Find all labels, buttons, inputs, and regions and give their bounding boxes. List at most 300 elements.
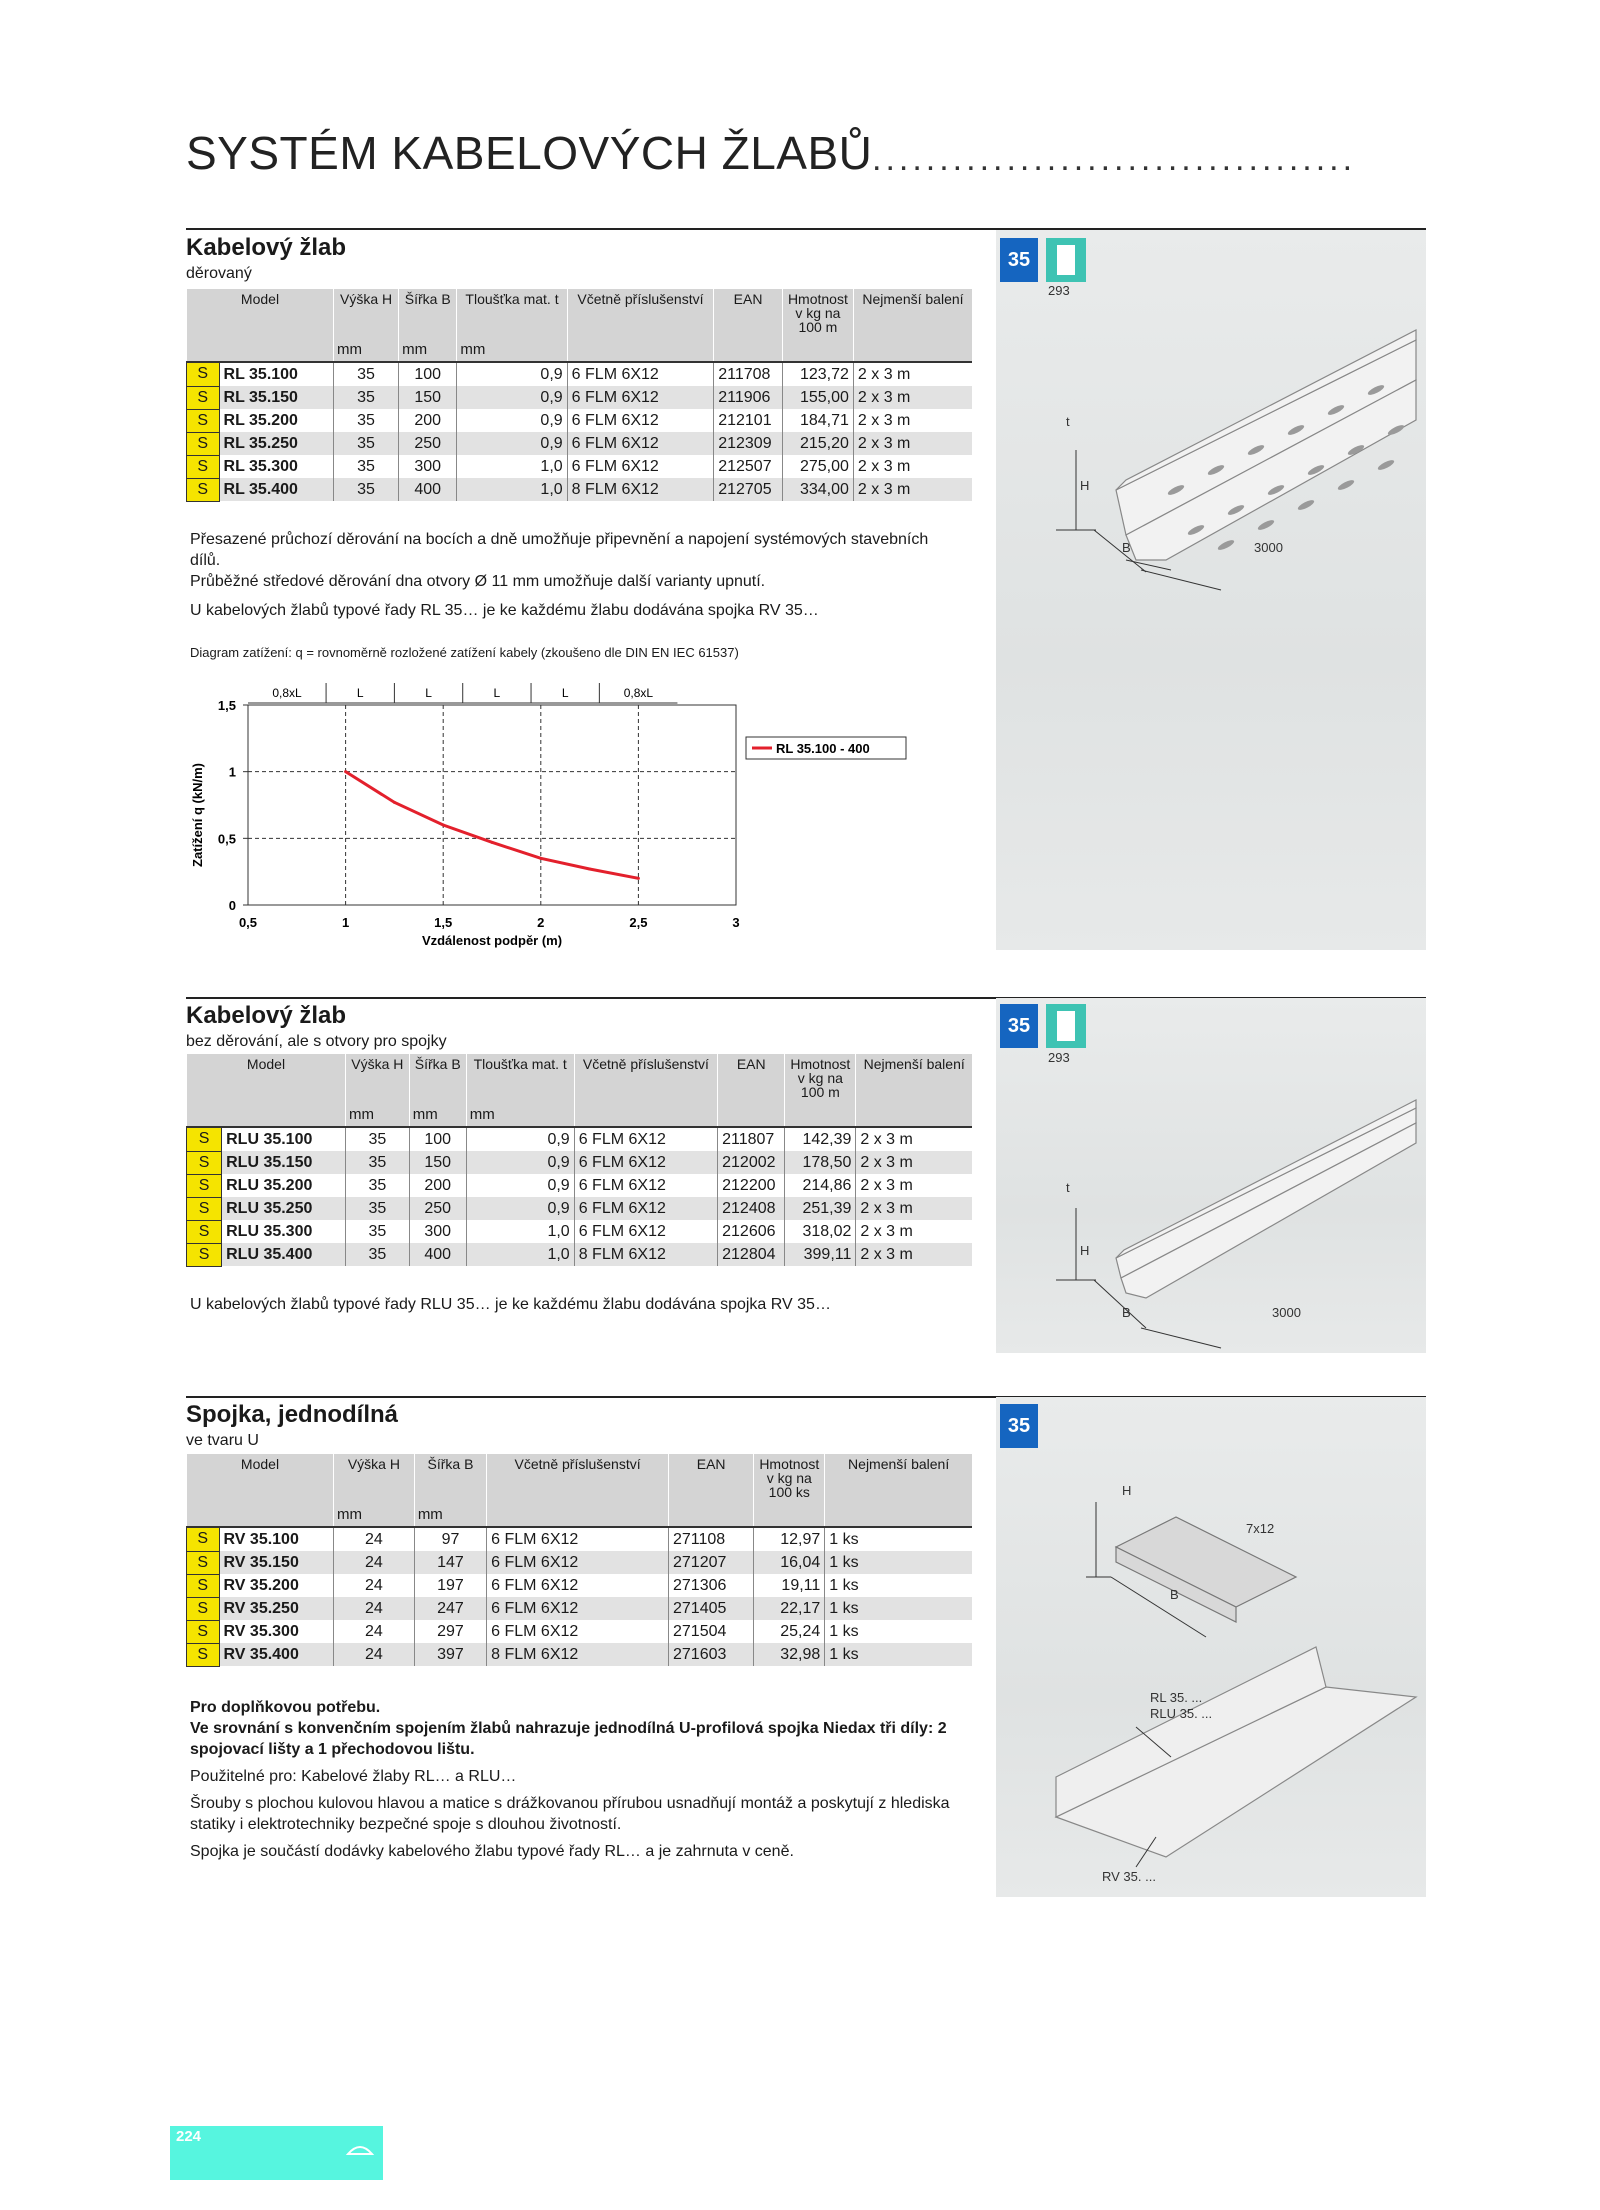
cell-acc: 6 FLM 6X12 xyxy=(574,1174,717,1197)
cell-model: RV 35.300 xyxy=(219,1620,333,1643)
cell-h: 24 xyxy=(334,1597,415,1620)
y-tick-label: 1 xyxy=(228,764,236,780)
cell-t: 0,9 xyxy=(466,1151,574,1174)
dim-h-label: H xyxy=(1080,1243,1090,1258)
section-text xyxy=(190,1697,970,1868)
cell-s: S xyxy=(187,1151,222,1174)
col-header: Šířka B xyxy=(409,1054,466,1102)
cell-h: 35 xyxy=(334,432,399,455)
image-code: 293 xyxy=(1048,283,1070,298)
cell-mass: 22,17 xyxy=(754,1597,825,1620)
cell-b: 300 xyxy=(409,1220,466,1243)
cell-h: 35 xyxy=(334,409,399,432)
cell-model: RV 35.400 xyxy=(219,1643,333,1666)
cell-acc: 6 FLM 6X12 xyxy=(487,1620,669,1643)
data-point xyxy=(344,770,347,773)
title-dots: .................................... xyxy=(872,140,1357,178)
dim-length-label: 3000 xyxy=(1254,540,1283,555)
cell-mass: 184,71 xyxy=(782,409,853,432)
cell-h: 35 xyxy=(346,1151,410,1174)
col-header: Nejmenší balení xyxy=(825,1454,972,1502)
table-row xyxy=(187,478,973,501)
data-point xyxy=(491,841,494,844)
cell-model: RLU 35.200 xyxy=(222,1174,346,1197)
unit-cell: mm xyxy=(409,1102,466,1127)
col-header: Nejmenší balení xyxy=(856,1054,972,1102)
cell-mass: 318,02 xyxy=(785,1220,856,1243)
support-label: 0,8xL xyxy=(272,686,302,700)
col-header: Šířka B xyxy=(414,1454,486,1502)
text-paragraph: U kabelových žlabů typové řady RLU 35… je ke každému žlabu dodávána spojka RV 35… xyxy=(190,1296,831,1313)
cell-b: 150 xyxy=(409,1151,466,1174)
unit-cell xyxy=(567,337,714,362)
table-row xyxy=(187,1220,973,1243)
section-subtitle: děrovaný xyxy=(186,265,252,282)
unit-cell xyxy=(856,1102,972,1127)
cell-s: S xyxy=(187,1620,220,1643)
cell-pack: 2 x 3 m xyxy=(856,1174,972,1197)
product-image-panel xyxy=(996,1397,1426,1897)
unit-cell xyxy=(714,337,783,362)
legend-label: RL 35.100 - 400 xyxy=(776,741,870,756)
col-header: Výška H xyxy=(334,289,399,337)
badge-label: 35 xyxy=(1007,1014,1031,1037)
cell-ean: 212101 xyxy=(714,409,783,432)
cell-t: 1,0 xyxy=(466,1243,574,1266)
col-header: Včetně příslušenství xyxy=(487,1454,669,1502)
col-header: Hmotnost v kg na 100 m xyxy=(782,289,853,337)
product-table xyxy=(186,1454,972,1667)
cell-ean: 271405 xyxy=(669,1597,754,1620)
col-header: EAN xyxy=(669,1454,754,1502)
y-axis-title: Zatížení q (kN/m) xyxy=(190,762,205,868)
cell-model: RL 35.250 xyxy=(219,432,333,455)
unit-cell: mm xyxy=(457,337,567,362)
unit-cell: mm xyxy=(334,1502,415,1527)
text-paragraph: Spojka je součástí dodávky kabelového žlabu typové řady RL… a je zahrnuta v ceně. xyxy=(190,1843,794,1860)
cell-ean: 211906 xyxy=(714,386,783,409)
cell-acc: 6 FLM 6X12 xyxy=(574,1197,717,1220)
cell-b: 247 xyxy=(414,1597,486,1620)
support-label: L xyxy=(425,686,432,700)
table-row xyxy=(187,1597,973,1620)
cell-acc: 6 FLM 6X12 xyxy=(487,1551,669,1574)
table-row xyxy=(187,432,973,455)
dim-t-label: t xyxy=(1066,1180,1070,1195)
cell-s: S xyxy=(187,1243,222,1266)
cell-pack: 2 x 3 m xyxy=(853,362,972,386)
section-subtitle: ve tvaru U xyxy=(186,1432,259,1449)
cell-s: S xyxy=(187,1220,222,1243)
col-header: Hmotnost v kg na 100 ks xyxy=(754,1454,825,1502)
cell-acc: 6 FLM 6X12 xyxy=(567,455,714,478)
cell-pack: 2 x 3 m xyxy=(856,1151,972,1174)
x-tick-label: 1,5 xyxy=(434,915,453,930)
cell-b: 100 xyxy=(409,1127,466,1151)
data-point xyxy=(393,801,396,804)
text-paragraph: Použitelné pro: Kabelové žlaby RL… a RLU… xyxy=(190,1768,517,1785)
table-row xyxy=(187,362,973,386)
height-35-badge xyxy=(1000,1404,1038,1448)
table-row xyxy=(187,1527,973,1551)
cell-h: 35 xyxy=(346,1243,410,1266)
text-paragraph: Přesazené průchozí děrování na bocích a dně umožňuje připevnění a napojení systémových stavebních dílů. xyxy=(190,531,929,569)
unit-cell xyxy=(574,1102,717,1127)
dim-t-label: t xyxy=(1066,414,1070,429)
x-tick-label: 2,5 xyxy=(629,915,648,930)
cell-s: S xyxy=(187,409,220,432)
cell-mass: 275,00 xyxy=(782,455,853,478)
col-header: Výška H xyxy=(346,1054,410,1102)
col-header: Model xyxy=(187,289,334,337)
height-35-badge xyxy=(1000,238,1038,282)
dim-h-label: H xyxy=(1080,478,1090,493)
dim-length-label: 3000 xyxy=(1272,1305,1301,1320)
table-row xyxy=(187,386,973,409)
text-paragraph: Šrouby s plochou kulovou hlavou a matice s drážkovanou přírubou usnadňují montáž a poskytují z hlediska statiky i elektrotechniky bezpečné spoje s dlouhou životností. xyxy=(190,1795,950,1833)
table-row xyxy=(187,1174,973,1197)
cell-s: S xyxy=(187,478,220,501)
cell-pack: 1 ks xyxy=(825,1643,972,1666)
cell-model: RLU 35.100 xyxy=(222,1127,346,1151)
cell-b: 400 xyxy=(399,478,457,501)
cell-pack: 1 ks xyxy=(825,1527,972,1551)
data-point xyxy=(442,824,445,827)
cell-mass: 178,50 xyxy=(785,1151,856,1174)
badge-label: 35 xyxy=(1007,248,1031,271)
cell-ean: 212309 xyxy=(714,432,783,455)
col-header: Tloušťka mat. t xyxy=(466,1054,574,1102)
rv-label: RV 35. ... xyxy=(1102,1869,1156,1884)
cell-ean: 212200 xyxy=(718,1174,785,1197)
table-row xyxy=(187,1620,973,1643)
cell-b: 250 xyxy=(399,432,457,455)
cell-b: 197 xyxy=(414,1574,486,1597)
cell-pack: 1 ks xyxy=(825,1597,972,1620)
cell-b: 397 xyxy=(414,1643,486,1666)
dim-b-label: B xyxy=(1122,1305,1131,1320)
cell-t: 1,0 xyxy=(457,478,567,501)
support-label: L xyxy=(561,686,569,700)
tray-logo-icon xyxy=(344,2136,376,2160)
cell-model: RV 35.100 xyxy=(219,1527,333,1551)
cell-acc: 8 FLM 6X12 xyxy=(567,478,714,501)
cell-ean: 211807 xyxy=(718,1127,785,1151)
cell-mass: 123,72 xyxy=(782,362,853,386)
text-paragraph: Průběžné středové děrování dna otvory Ø 11 mm umožňuje další varianty upnutí. xyxy=(190,573,766,590)
page-number: 224 xyxy=(176,2128,202,2145)
cell-mass: 251,39 xyxy=(785,1197,856,1220)
x-tick-label: 1 xyxy=(341,915,350,930)
cell-model: RLU 35.400 xyxy=(222,1243,346,1266)
unit-cell xyxy=(782,337,853,362)
cell-model: RL 35.300 xyxy=(219,455,333,478)
support-label: 0,8xL xyxy=(623,686,654,700)
table-row xyxy=(187,1643,973,1666)
cell-b: 100 xyxy=(399,362,457,386)
col-header: Výška H xyxy=(334,1454,415,1502)
col-header: Nejmenší balení xyxy=(853,289,972,337)
coupler-drawing xyxy=(996,1397,1426,1897)
cell-ean: 212507 xyxy=(714,455,783,478)
cell-ean: 271603 xyxy=(669,1643,754,1666)
rlu-label: RLU 35. ... xyxy=(1150,1706,1213,1721)
table-row xyxy=(187,1574,973,1597)
support-label: L xyxy=(356,686,364,700)
section-title: Kabelový žlab xyxy=(186,234,347,261)
cell-acc: 6 FLM 6X12 xyxy=(574,1220,717,1243)
cell-acc: 6 FLM 6X12 xyxy=(487,1597,669,1620)
col-header: Hmotnost v kg na 100 m xyxy=(785,1054,856,1102)
x-tick-label: 0,5 xyxy=(238,915,258,930)
cell-h: 35 xyxy=(334,478,399,501)
cell-model: RL 35.400 xyxy=(219,478,333,501)
cell-mass: 142,39 xyxy=(785,1127,856,1151)
cell-h: 35 xyxy=(334,362,399,386)
cell-h: 35 xyxy=(346,1174,410,1197)
table-row xyxy=(187,455,973,478)
table-row xyxy=(187,1197,973,1220)
cell-h: 24 xyxy=(334,1527,415,1551)
cell-pack: 2 x 3 m xyxy=(853,432,972,455)
data-point xyxy=(539,857,542,860)
cell-b: 300 xyxy=(399,455,457,478)
cell-ean: 271108 xyxy=(669,1527,754,1551)
x-tick-label: 3 xyxy=(732,915,740,930)
data-point xyxy=(588,868,591,871)
cell-t: 0,9 xyxy=(457,432,567,455)
cell-s: S xyxy=(187,1127,222,1151)
cell-model: RV 35.250 xyxy=(219,1597,333,1620)
dim-b-label: B xyxy=(1122,540,1131,555)
info-icon[interactable] xyxy=(1046,1004,1086,1048)
cell-pack: 2 x 3 m xyxy=(853,478,972,501)
unit-cell xyxy=(187,1502,334,1527)
image-code: 293 xyxy=(1048,1050,1070,1065)
cell-s: S xyxy=(187,386,220,409)
cell-h: 24 xyxy=(334,1574,415,1597)
cell-b: 147 xyxy=(414,1551,486,1574)
unit-cell: mm xyxy=(414,1502,486,1527)
cell-b: 297 xyxy=(414,1620,486,1643)
col-header: EAN xyxy=(714,289,783,337)
cell-model: RLU 35.250 xyxy=(222,1197,346,1220)
dim-holes-label: 7x12 xyxy=(1246,1521,1275,1536)
data-point xyxy=(637,877,640,880)
text-paragraph-bold: Pro doplňkovou potřebu. xyxy=(190,1699,381,1716)
cell-pack: 2 x 3 m xyxy=(853,455,972,478)
product-image-panel xyxy=(996,230,1426,950)
cell-acc: 8 FLM 6X12 xyxy=(574,1243,717,1266)
y-tick-label: 1,5 xyxy=(217,698,236,713)
unit-cell xyxy=(718,1102,785,1127)
cell-model: RL 35.100 xyxy=(219,362,333,386)
cell-ean: 212002 xyxy=(718,1151,785,1174)
cell-ean: 212705 xyxy=(714,478,783,501)
unit-cell xyxy=(187,1102,346,1127)
cell-h: 24 xyxy=(334,1643,415,1666)
cell-s: S xyxy=(187,1551,220,1574)
cell-b: 150 xyxy=(399,386,457,409)
badge-label: 35 xyxy=(1007,1414,1031,1437)
cell-ean: 212804 xyxy=(718,1243,785,1266)
unit-cell: mm xyxy=(334,337,399,362)
cell-t: 0,9 xyxy=(457,362,567,386)
cell-pack: 1 ks xyxy=(825,1620,972,1643)
cell-ean: 211708 xyxy=(714,362,783,386)
y-tick-label: 0,5 xyxy=(217,831,236,847)
cell-ean: 271207 xyxy=(669,1551,754,1574)
cell-t: 0,9 xyxy=(457,409,567,432)
col-header: Šířka B xyxy=(399,289,457,337)
cell-pack: 2 x 3 m xyxy=(856,1197,972,1220)
cell-pack: 2 x 3 m xyxy=(853,386,972,409)
cell-model: RL 35.200 xyxy=(219,409,333,432)
cell-model: RLU 35.150 xyxy=(222,1151,346,1174)
cell-s: S xyxy=(187,1197,222,1220)
cell-h: 35 xyxy=(346,1220,410,1243)
cable-tray-drawing xyxy=(996,230,1426,950)
unit-cell: mm xyxy=(399,337,457,362)
cell-b: 250 xyxy=(409,1197,466,1220)
unit-cell xyxy=(487,1502,669,1527)
cell-mass: 155,00 xyxy=(782,386,853,409)
col-header: Tloušťka mat. t xyxy=(457,289,567,337)
cell-pack: 2 x 3 m xyxy=(856,1243,972,1266)
section-title: Spojka, jednodílná xyxy=(186,1401,399,1428)
dim-h-label: H xyxy=(1122,1483,1132,1498)
x-tick-label: 2 xyxy=(537,915,545,930)
cell-s: S xyxy=(187,455,220,478)
cell-mass: 25,24 xyxy=(754,1620,825,1643)
cell-t: 0,9 xyxy=(466,1127,574,1151)
cell-acc: 6 FLM 6X12 xyxy=(487,1574,669,1597)
product-table xyxy=(186,1054,972,1267)
cell-h: 35 xyxy=(334,455,399,478)
cell-acc: 6 FLM 6X12 xyxy=(567,409,714,432)
col-header: Včetně příslušenství xyxy=(574,1054,717,1102)
cell-h: 35 xyxy=(346,1197,410,1220)
support-label: L xyxy=(493,686,501,700)
unit-cell xyxy=(754,1502,825,1527)
col-header: Model xyxy=(187,1054,346,1102)
cell-mass: 19,11 xyxy=(754,1574,825,1597)
y-tick-label: 0 xyxy=(228,898,236,913)
load-diagram xyxy=(180,665,930,965)
cell-pack: 2 x 3 m xyxy=(856,1127,972,1151)
height-35-badge xyxy=(1000,1004,1038,1048)
product-table xyxy=(186,289,972,502)
cell-b: 97 xyxy=(414,1527,486,1551)
cell-b: 200 xyxy=(399,409,457,432)
cell-t: 1,0 xyxy=(466,1220,574,1243)
section-text xyxy=(190,1294,960,1321)
cell-mass: 334,00 xyxy=(782,478,853,501)
cell-mass: 12,97 xyxy=(754,1527,825,1551)
cell-s: S xyxy=(187,1174,222,1197)
cell-acc: 6 FLM 6X12 xyxy=(567,362,714,386)
x-axis-title: Vzdálenost podpěr (m) xyxy=(421,933,563,948)
cell-t: 0,9 xyxy=(466,1174,574,1197)
unit-cell xyxy=(785,1102,856,1127)
cell-pack: 2 x 3 m xyxy=(853,409,972,432)
cell-h: 35 xyxy=(334,386,399,409)
chart-title: Diagram zatížení: q = rovnoměrně rozložené zatížení kabely (zkoušeno dle DIN EN IEC 61537) xyxy=(190,645,739,660)
unit-cell xyxy=(669,1502,754,1527)
page-title: SYSTÉM KABELOVÝCH ŽLABŮ xyxy=(186,127,873,179)
cell-model: RV 35.200 xyxy=(219,1574,333,1597)
cell-acc: 6 FLM 6X12 xyxy=(574,1151,717,1174)
cell-b: 200 xyxy=(409,1174,466,1197)
text-paragraph-bold: Ve srovnání s konvenčním spojením žlabů nahrazuje jednodílná U-profilová spojka Niedax tři díly: 2 spojovací lišty a 1 přechodovou lištu. xyxy=(190,1720,947,1758)
cell-acc: 6 FLM 6X12 xyxy=(487,1527,669,1551)
cell-model: RLU 35.300 xyxy=(222,1220,346,1243)
cell-s: S xyxy=(187,432,220,455)
cell-model: RV 35.150 xyxy=(219,1551,333,1574)
cell-h: 35 xyxy=(346,1127,410,1151)
cell-acc: 6 FLM 6X12 xyxy=(567,432,714,455)
cell-ean: 271306 xyxy=(669,1574,754,1597)
cell-s: S xyxy=(187,1527,220,1551)
cell-ean: 212606 xyxy=(718,1220,785,1243)
cell-acc: 6 FLM 6X12 xyxy=(567,386,714,409)
cell-s: S xyxy=(187,362,220,386)
table-row xyxy=(187,409,973,432)
cell-h: 24 xyxy=(334,1551,415,1574)
cell-acc: 6 FLM 6X12 xyxy=(574,1127,717,1151)
dim-b-label: B xyxy=(1170,1587,1179,1602)
unit-cell: mm xyxy=(466,1102,574,1127)
section-subtitle: bez děrování, ale s otvory pro spojky xyxy=(186,1033,447,1050)
cell-pack: 1 ks xyxy=(825,1574,972,1597)
section-title: Kabelový žlab xyxy=(186,1002,347,1029)
text-paragraph: U kabelových žlabů typové řady RL 35… je ke každému žlabu dodávána spojka RV 35… xyxy=(190,602,819,619)
unit-cell xyxy=(853,337,972,362)
unit-cell xyxy=(825,1502,972,1527)
table-row xyxy=(187,1127,973,1151)
cell-t: 0,9 xyxy=(457,386,567,409)
rl-label: RL 35. ... xyxy=(1150,1690,1203,1705)
table-row xyxy=(187,1551,973,1574)
cell-t: 1,0 xyxy=(457,455,567,478)
cell-pack: 2 x 3 m xyxy=(856,1220,972,1243)
unit-cell: mm xyxy=(346,1102,410,1127)
section-text xyxy=(190,529,960,627)
cell-t: 0,9 xyxy=(466,1197,574,1220)
table-row xyxy=(187,1243,973,1266)
cell-mass: 16,04 xyxy=(754,1551,825,1574)
col-header: Model xyxy=(187,1454,334,1502)
cell-pack: 1 ks xyxy=(825,1551,972,1574)
col-header: EAN xyxy=(718,1054,785,1102)
cell-mass: 214,86 xyxy=(785,1174,856,1197)
cell-ean: 271504 xyxy=(669,1620,754,1643)
cell-b: 400 xyxy=(409,1243,466,1266)
cell-s: S xyxy=(187,1643,220,1666)
unit-cell xyxy=(187,337,334,362)
cell-acc: 8 FLM 6X12 xyxy=(487,1643,669,1666)
cell-model: RL 35.150 xyxy=(219,386,333,409)
cell-mass: 399,11 xyxy=(785,1243,856,1266)
table-row xyxy=(187,1151,973,1174)
cell-mass: 215,20 xyxy=(782,432,853,455)
cell-s: S xyxy=(187,1574,220,1597)
cell-ean: 212408 xyxy=(718,1197,785,1220)
cell-mass: 32,98 xyxy=(754,1643,825,1666)
info-icon[interactable] xyxy=(1046,238,1086,282)
col-header: Včetně příslušenství xyxy=(567,289,714,337)
plot-area xyxy=(248,705,736,905)
